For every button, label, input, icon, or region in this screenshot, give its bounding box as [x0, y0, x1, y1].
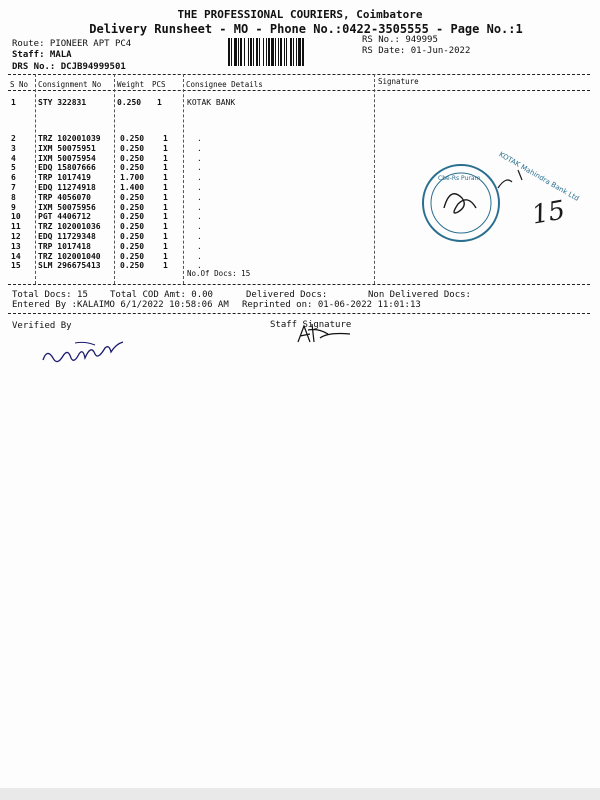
consignment-table — [0, 134, 217, 271]
header-bottom-rule — [8, 90, 590, 91]
row-consignee: . — [197, 153, 202, 163]
row-weight: 0.250 — [120, 212, 145, 222]
rs-date: RS Date: 01-Jun-2022 — [362, 46, 471, 56]
table-row — [0, 222, 217, 232]
col-header-weight: Weight — [117, 80, 145, 89]
row-sno: 13 — [11, 241, 21, 251]
row-consignment: IXM 50075956 — [38, 202, 96, 212]
row-consignee: . — [197, 251, 202, 261]
col-header-signature: Signature — [378, 77, 419, 86]
row-consignee: . — [197, 261, 202, 271]
row-weight: 1.700 — [120, 173, 145, 183]
table-row — [0, 134, 217, 144]
row-weight: 0.250 — [120, 251, 145, 261]
row-weight: 0.250 — [120, 231, 145, 241]
row-consignment: TRP 1017418 — [38, 241, 91, 251]
reprinted-on: Reprinted on: 01-06-2022 11:01:13 — [242, 300, 421, 310]
barcode — [228, 38, 356, 66]
row-consignment: TRZ 102001040 — [38, 251, 101, 261]
row-consignment: TRP 1017419 — [38, 173, 91, 183]
count-mark: 15 — [529, 195, 568, 231]
stamp-bank-name: KOTAK Mahindra Bank Ltd — [497, 150, 581, 203]
row-pcs: 1 — [163, 212, 168, 222]
row-pcs: 1 — [163, 202, 168, 212]
non-delivered-docs: Non Delivered Docs: — [368, 290, 471, 300]
no-of-docs: No.Of Docs: 15 — [187, 269, 251, 278]
row-consignment: PGT 4406712 — [38, 212, 91, 222]
table-row — [0, 203, 217, 213]
consignment-list — [0, 134, 217, 271]
rs-number: RS No.: 949995 — [362, 35, 438, 45]
row-consignment: EDQ 15807666 — [38, 163, 96, 173]
total-docs: Total Docs: 15 — [12, 290, 88, 300]
page-edge — [0, 788, 600, 800]
header-top-rule — [8, 74, 590, 75]
row-weight: 0.250 — [120, 202, 145, 212]
footer-bottom-rule — [8, 313, 590, 314]
verified-by-signature — [35, 335, 145, 375]
stamp-branch: Cbe-Rs Puram — [438, 175, 481, 182]
row-consignment: TRZ 102001039 — [38, 134, 101, 143]
table-row — [0, 154, 217, 164]
row-weight: 0.250 — [120, 143, 145, 153]
row-weight: 0.250 — [120, 241, 145, 251]
row-sno: 14 — [11, 251, 21, 261]
row-consignee: . — [197, 163, 202, 173]
row-consignee: . — [197, 202, 202, 212]
row-pcs: 1 — [163, 192, 168, 202]
row-weight: 0.250 — [120, 153, 145, 163]
company-title: THE PROFESSIONAL COURIERS, Coimbatore — [177, 8, 423, 21]
row-sno: 15 — [11, 261, 21, 271]
row-consignee: . — [197, 182, 202, 192]
row-pcs: 1 — [163, 261, 168, 271]
row-sno: 7 — [11, 182, 16, 192]
row-consignment: SLM 296675413 — [38, 261, 101, 271]
row-consignment: TRZ 102001036 — [38, 222, 101, 232]
table-row — [0, 232, 217, 242]
table-row — [0, 261, 217, 271]
col-header-pcs: PCS — [152, 80, 166, 89]
col-header-consignee: Consignee Details — [186, 80, 263, 89]
row-weight: 0.250 — [120, 163, 145, 173]
table-row — [0, 242, 217, 252]
row-consignee: KOTAK BANK — [187, 98, 236, 107]
barcode-bar — [304, 38, 305, 66]
table-row — [0, 252, 217, 262]
table-row — [0, 183, 217, 193]
row-pcs: 1 — [163, 143, 168, 153]
row-pcs: 1 — [163, 173, 168, 183]
table-row — [0, 163, 217, 173]
row-weight: 0.250 — [120, 222, 145, 232]
row-consignee: . — [197, 192, 202, 202]
row-sno: 8 — [11, 192, 16, 202]
total-cod: Total COD Amt: 0.00 — [110, 290, 213, 300]
row-sno: 12 — [11, 231, 21, 241]
row-weight: 0.250 — [120, 134, 145, 143]
row-consignee: . — [197, 231, 202, 241]
row-consignment: IXM 50075954 — [38, 153, 96, 163]
row-consignee: . — [197, 143, 202, 153]
row-consignment: EDQ 11274918 — [38, 182, 96, 192]
delivered-docs: Delivered Docs: — [246, 290, 328, 300]
row-pcs: 1 — [157, 98, 162, 107]
row-sno: 9 — [11, 202, 16, 212]
staff-signature-label: Staff Signature — [270, 320, 352, 330]
row-consignment: TRP 4056070 — [38, 192, 91, 202]
row-weight: 0.250 — [120, 261, 145, 271]
verified-by-label: Verified By — [12, 321, 72, 331]
row-consignee: . — [197, 212, 202, 222]
row-pcs: 1 — [163, 222, 168, 232]
route-label: Route: PIONEER APT PC4 — [12, 39, 132, 49]
row-sno: 3 — [11, 143, 16, 153]
row-weight: 0.250 — [117, 98, 142, 107]
staff-signature — [290, 318, 360, 348]
row-consignee: . — [197, 222, 202, 232]
row-pcs: 1 — [163, 182, 168, 192]
row-sno: 2 — [11, 134, 16, 143]
row-consignee: . — [197, 241, 202, 251]
footer-top-rule — [8, 284, 590, 285]
col-header-sno: S No — [10, 80, 29, 89]
row-sno: 5 — [11, 163, 16, 173]
staff-label: Staff: MALA — [12, 50, 72, 60]
row-weight: 1.400 — [120, 182, 145, 192]
col-header-consignment: Consignment No — [38, 80, 102, 89]
row-sno: 6 — [11, 173, 16, 183]
row-consignment: STY 322831 — [38, 98, 87, 107]
row-consignee: . — [197, 173, 202, 183]
runsheet-subtitle: Delivery Runsheet - MO - Phone No.:0422-3505555 - Page No.:1 — [89, 22, 523, 36]
row-pcs: 1 — [163, 251, 168, 261]
row-consignee: . — [197, 134, 202, 143]
row-pcs: 1 — [163, 231, 168, 241]
col-divider — [374, 74, 375, 284]
row-sno: 11 — [11, 222, 21, 232]
drs-number: DRS No.: DCJB94999501 — [12, 62, 126, 72]
table-row — [0, 173, 217, 183]
table-row — [0, 144, 217, 154]
row-pcs: 1 — [163, 134, 168, 143]
row-consignment: IXM 50075951 — [38, 143, 96, 153]
row-consignment: EDQ 11729348 — [38, 231, 96, 241]
row-weight: 0.250 — [120, 192, 145, 202]
table-row — [0, 212, 217, 222]
table-row — [0, 193, 217, 203]
row-pcs: 1 — [163, 153, 168, 163]
row-sno: 4 — [11, 153, 16, 163]
row-sno: 10 — [11, 212, 21, 222]
row-pcs: 1 — [163, 241, 168, 251]
row-sno: 1 — [11, 98, 16, 107]
entered-by: Entered By :KALAIMO 6/1/2022 10:58:06 AM — [12, 300, 229, 310]
row-pcs: 1 — [163, 163, 168, 173]
